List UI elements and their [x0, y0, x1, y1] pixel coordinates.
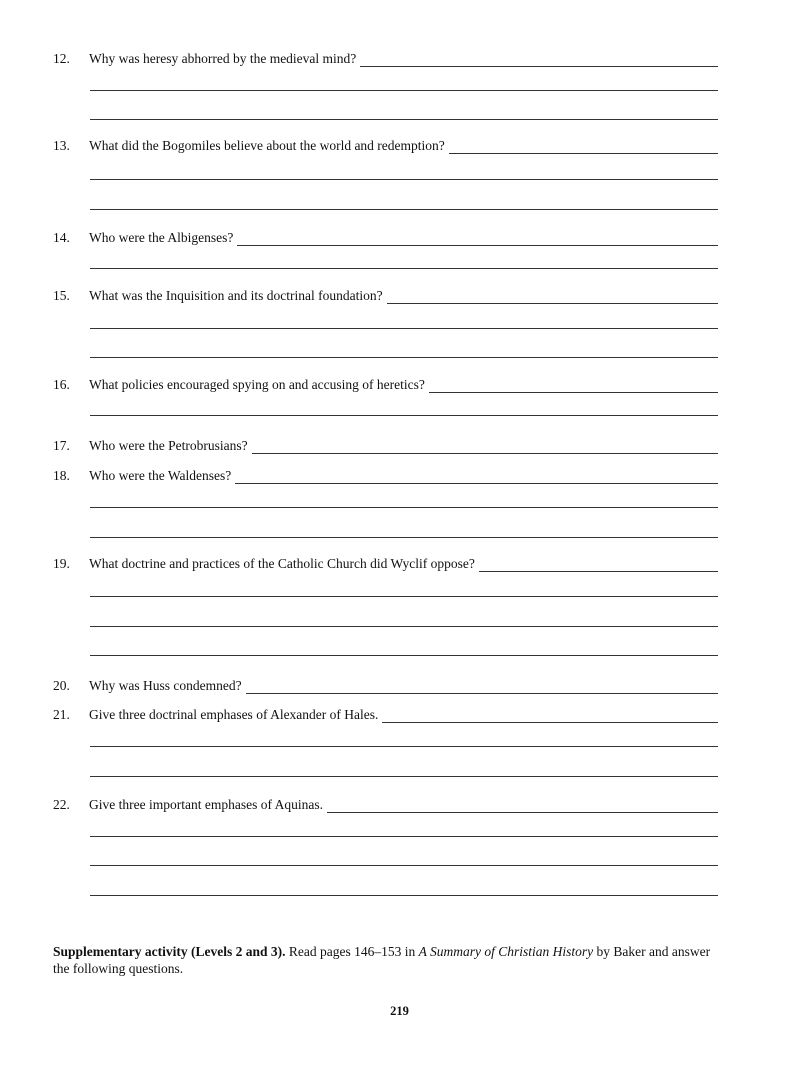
question-text: What did the Bogomiles believe about the world and redemption?	[89, 138, 445, 153]
question-number: 21.	[53, 707, 70, 722]
supplementary-text: Read pages 146–153 in	[285, 944, 419, 959]
answer-line[interactable]	[90, 626, 718, 627]
question-number: 20.	[53, 678, 70, 693]
question-text: Why was Huss condemned?	[89, 678, 242, 693]
question-number: 15.	[53, 288, 70, 303]
question-12	[53, 51, 718, 67]
answer-line[interactable]	[90, 865, 718, 866]
answer-line[interactable]	[246, 681, 718, 694]
question-21	[53, 707, 718, 723]
answer-line[interactable]	[237, 233, 718, 246]
question-number: 16.	[53, 377, 70, 392]
answer-line[interactable]	[387, 291, 718, 304]
answer-line[interactable]	[90, 357, 718, 358]
answer-line[interactable]	[235, 471, 718, 484]
answer-line[interactable]	[252, 441, 718, 454]
answer-line[interactable]	[90, 655, 718, 656]
question-text: What policies encouraged spying on and accusing of heretics?	[89, 377, 425, 392]
answer-line[interactable]	[449, 141, 718, 154]
question-13	[53, 138, 718, 154]
question-text: Why was heresy abhorred by the medieval mind?	[89, 51, 357, 66]
book-title: A Summary of Christian History	[418, 944, 594, 959]
question-number: 13.	[53, 138, 70, 153]
question-number: 14.	[53, 230, 70, 245]
answer-line[interactable]	[479, 559, 718, 572]
answer-line[interactable]	[90, 596, 718, 597]
question-text: What doctrine and practices of the Catholic Church did Wyclif oppose?	[89, 556, 475, 571]
question-text: Who were the Albigenses?	[89, 230, 234, 245]
answer-line[interactable]	[90, 179, 718, 180]
question-19	[53, 556, 718, 572]
answer-line[interactable]	[90, 746, 718, 747]
question-text: What was the Inquisition and its doctrinal foundation?	[89, 288, 383, 303]
answer-line[interactable]	[90, 328, 718, 329]
question-number: 18.	[53, 468, 70, 483]
answer-line[interactable]	[90, 537, 718, 538]
question-22	[53, 797, 718, 813]
question-16	[53, 377, 718, 393]
answer-line[interactable]	[90, 507, 718, 508]
question-number: 12.	[53, 51, 70, 66]
answer-line[interactable]	[90, 90, 718, 91]
supplementary-heading: Supplementary activity (Levels 2 and 3).	[53, 944, 286, 959]
question-18	[53, 468, 718, 484]
question-text: Who were the Waldenses?	[89, 468, 232, 483]
answer-line[interactable]	[90, 415, 718, 416]
question-17	[53, 438, 718, 454]
answer-line[interactable]	[90, 209, 718, 210]
question-text: Who were the Petrobrusians?	[89, 438, 248, 453]
answer-line[interactable]	[90, 895, 718, 896]
question-number: 17.	[53, 438, 70, 453]
question-number: 22.	[53, 797, 70, 812]
question-14	[53, 230, 718, 246]
answer-line[interactable]	[90, 268, 718, 269]
question-20	[53, 678, 718, 694]
answer-line[interactable]	[360, 54, 718, 67]
answer-line[interactable]	[382, 710, 718, 723]
answer-line[interactable]	[327, 800, 718, 813]
question-text: Give three doctrinal emphases of Alexander of Hales.	[89, 707, 379, 722]
supplementary-text: by Baker and answer the following questions.	[53, 944, 711, 976]
answer-line[interactable]	[90, 119, 718, 120]
page-number: 219	[390, 1004, 409, 1018]
answer-line[interactable]	[90, 836, 718, 837]
question-15	[53, 288, 718, 304]
supplementary-activity	[53, 943, 723, 977]
question-text: Give three important emphases of Aquinas.	[89, 797, 323, 812]
answer-line[interactable]	[90, 776, 718, 777]
question-number: 19.	[53, 556, 70, 571]
answer-line[interactable]	[429, 380, 718, 393]
